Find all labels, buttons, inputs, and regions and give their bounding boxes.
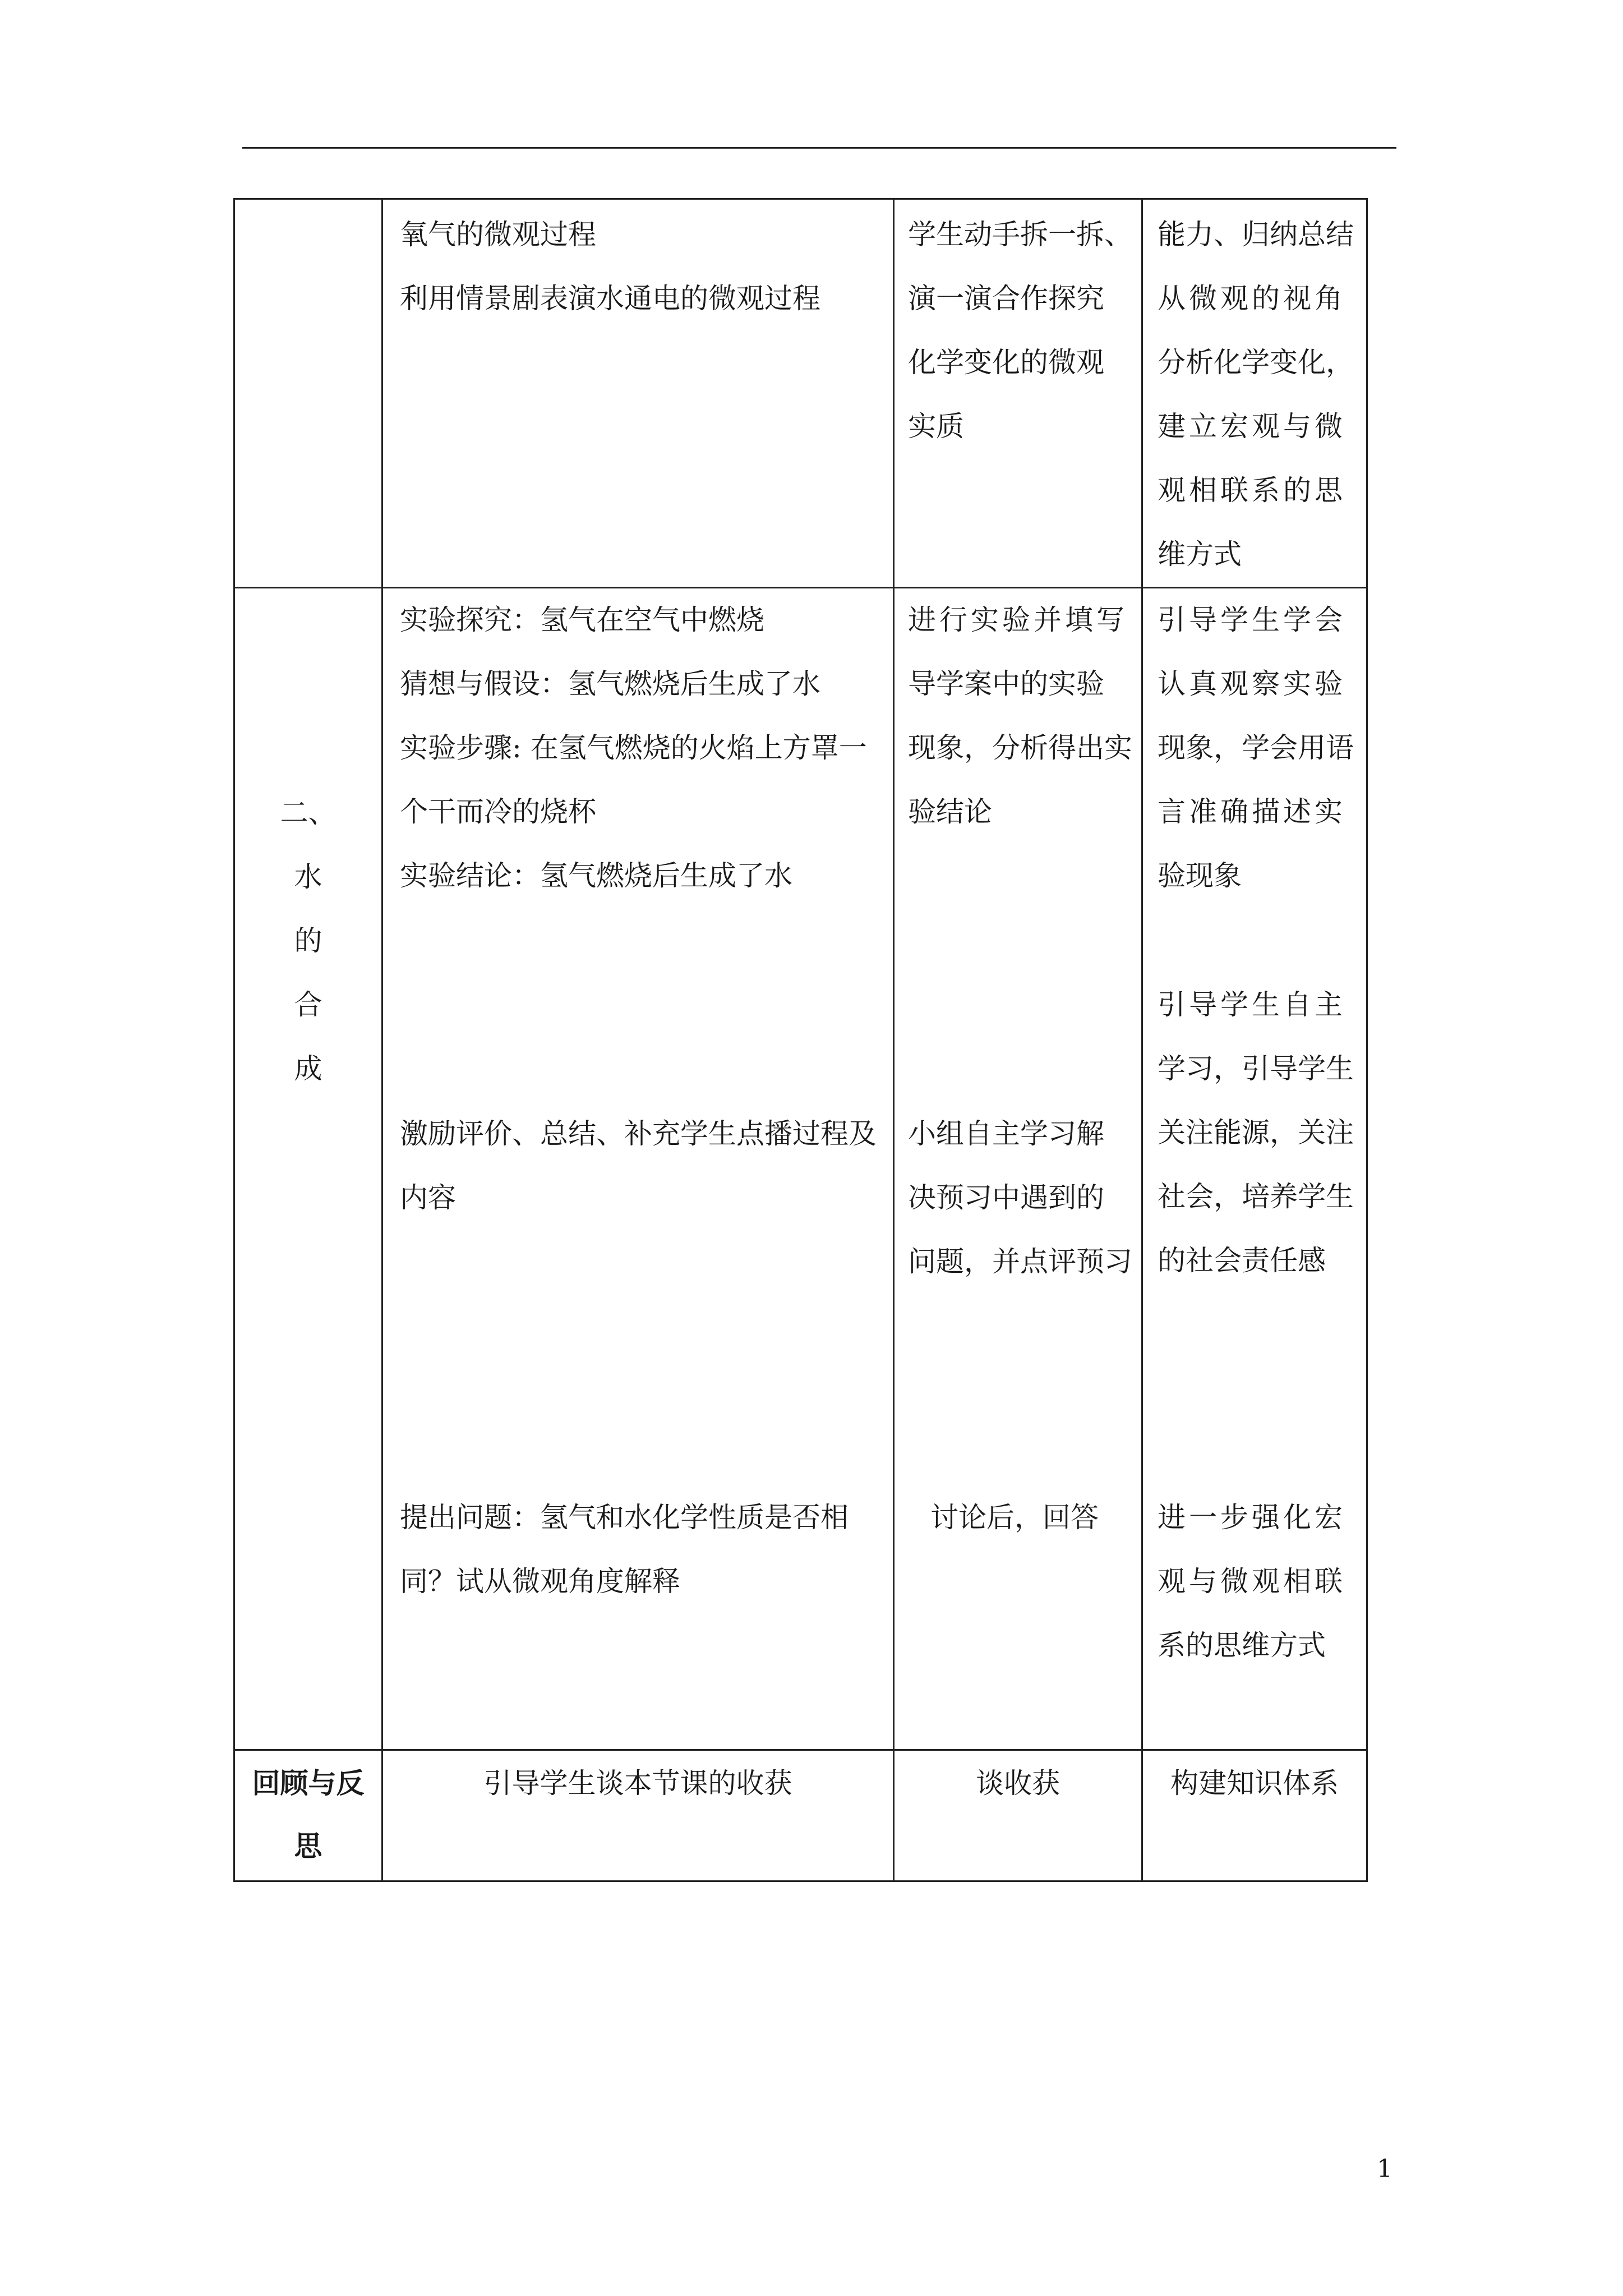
intent-line: 能力、归纳总结 [1158,218,1354,251]
intent-line: 关注能源，关注 [1158,1116,1354,1149]
intent-line: 观相联系的思 [1158,474,1346,507]
intent-line: 现象，学会用语 [1158,731,1354,764]
student-activity-cell [894,199,1142,588]
student-activity-cell [894,588,1142,1750]
student-line: 验结论 [908,795,992,828]
design-intent-cell [1142,588,1367,1750]
stage-cell [234,588,382,1750]
teacher-activity-cell [382,199,894,588]
stage-label: 思 [294,1829,322,1862]
stage-label: 回顾与反 [252,1766,365,1800]
intent-line: 言准确描述实 [1158,795,1346,828]
lesson-plan-table [233,198,1368,1882]
teacher-line: 实验结论：氢气燃烧后生成了水 [400,859,792,892]
intent-line: 系的思维方式 [1158,1629,1326,1662]
table-row [234,1750,1367,1881]
intent-line: 验现象 [1158,859,1242,892]
student-line: 决预习中遇到的 [908,1181,1104,1214]
teacher-line: 引导学生谈本节课的收获 [483,1767,792,1800]
table-row [234,588,1367,1750]
intent-line: 引导学生学会 [1158,604,1346,636]
page-number: 1 [1377,2155,1393,2183]
teacher-line: 个干而冷的烧杯 [400,795,596,828]
student-line: 现象，分析得出实 [908,731,1132,764]
stage-label: 成 [294,1052,322,1085]
student-line: 进行实验并填写 [908,604,1128,636]
intent-line: 分析化学变化， [1158,346,1354,379]
stage-label: 的 [294,924,322,957]
teacher-line: 同？试从微观角度解释 [400,1565,680,1598]
stage-label: 二、 [280,797,336,829]
student-line: 演一演合作探究 [908,282,1104,315]
design-intent-cell [1142,1750,1367,1881]
intent-line: 引导学生自主 [1158,988,1346,1021]
teacher-activity-cell [382,1750,894,1881]
student-line: 谈收获 [976,1767,1060,1800]
header-rule [242,147,1396,149]
student-line: 实质 [908,410,964,443]
intent-line: 构建知识体系 [1170,1767,1339,1800]
student-activity-cell [894,1750,1142,1881]
teacher-line: 内容 [400,1181,456,1214]
teacher-line: 猜想与假设：氢气燃烧后生成了水 [400,668,820,700]
stage-cell [234,1750,382,1881]
stage-label: 合 [294,988,322,1021]
teacher-line: 提出问题：氢气和水化学性质是否相 [400,1501,849,1534]
teacher-line: 利用情景剧表演水通电的微观过程 [400,282,820,315]
student-line: 小组自主学习解 [908,1117,1104,1150]
intent-line: 社会，培养学生 [1158,1180,1354,1213]
intent-line: 进一步强化宏 [1158,1501,1346,1534]
teacher-line: 激励评价、总结、补充学生点播过程及 [400,1117,877,1150]
student-line: 化学变化的微观 [908,346,1104,379]
teacher-line: 实验步骤: 在氢气燃烧的火焰上方罩一 [400,731,867,764]
student-line: 导学案中的实验 [908,668,1104,700]
student-line: 学生动手拆一拆、 [908,218,1132,251]
stage-label: 水 [294,861,322,893]
intent-line: 认真观察实验 [1158,668,1346,700]
design-intent-cell [1142,199,1367,588]
teacher-line: 实验探究：氢气在空气中燃烧 [400,604,764,636]
table-row [234,199,1367,588]
intent-line: 观与微观相联 [1158,1565,1346,1598]
stage-cell [234,199,382,588]
teacher-line: 氧气的微观过程 [400,218,596,251]
intent-line: 维方式 [1158,538,1242,570]
intent-line: 学习，引导学生 [1158,1052,1354,1085]
intent-line: 建立宏观与微 [1158,410,1346,443]
teacher-activity-cell [382,588,894,1750]
student-line: 讨论后，回答 [930,1501,1099,1534]
student-line: 问题，并点评预习 [908,1245,1132,1278]
intent-line: 从微观的视角 [1158,282,1346,315]
intent-line: 的社会责任感 [1158,1244,1326,1277]
